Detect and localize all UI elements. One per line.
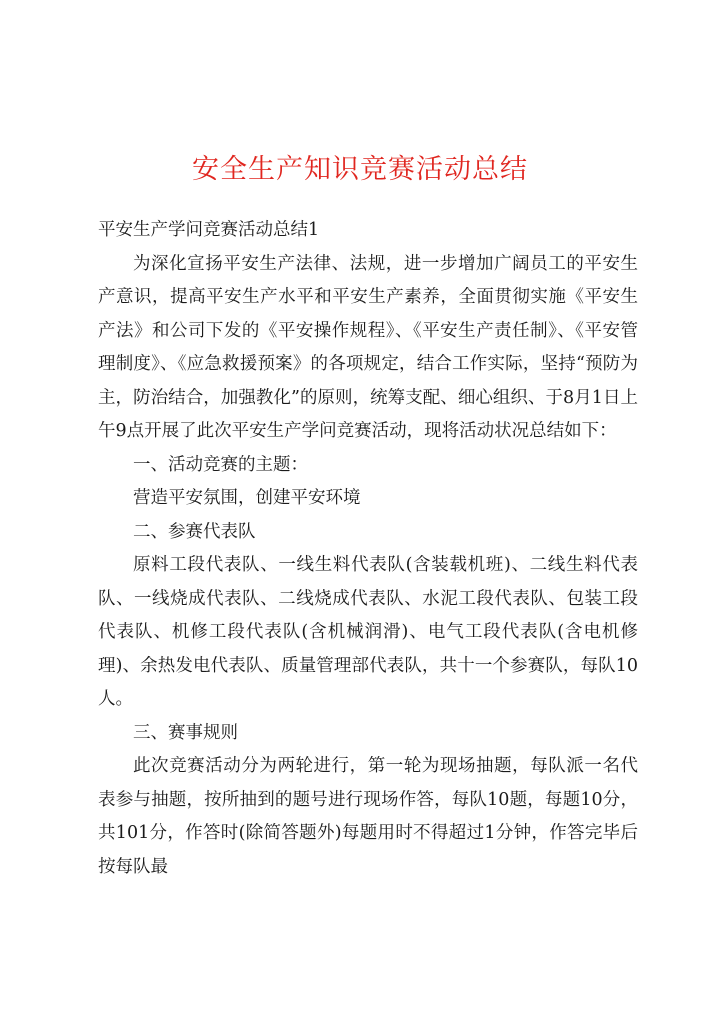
paragraph-teams: 原料工段代表队、一线生料代表队(含装载机班)、二线生料代表队、一线烧成代表队、二线烧成代表队、水泥工段代表队、包装工段代表队、机修工段代表队(含机械润滑)、电气工段代表队(含电机修理)、余热发电代表队、质量管理部代表队，共十一个参赛队，每队10人。 <box>98 555 638 709</box>
document-title: 安全生产知识竞赛活动总结 <box>192 154 528 185</box>
document-body <box>98 214 638 884</box>
section-heading: 平安生产学问竞赛活动总结1 <box>98 220 320 240</box>
heading-theme: 一、活动竞赛的主题： <box>133 454 308 475</box>
heading-teams: 二、参赛代表队 <box>133 521 256 542</box>
paragraph-rules: 此次竞赛活动分为两轮进行，第一轮为现场抽题，每队派一名代表参与抽题，按所抽到的题号进行现场作答，每队10题，每题10分，共101分，作答时(除简答题外)每题用时不得超过1分钟，作答完毕后按每队最 <box>98 756 638 877</box>
paragraph-theme: 营造平安氛围，创建平安环境 <box>133 488 361 508</box>
heading-rules: 三、赛事规则 <box>133 722 238 743</box>
paragraph-intro: 为深化宣扬平安生产法律、法规，进一步增加广阔员工的平安生产意识，提高平安生产水平和平安生产素养，全面贯彻实施《平安生产法》和公司下发的《平安操作规程》、《平安生产责任制》、《平安管理制度》、《应急救援预案》的各项规定，结合工作实际，坚持“预防为主，防治结合，加强教化”的原则，统筹支配、细心组织、于8月1日上午9点开展了此次平安生产学问竞赛活动，现将活动状况总结如下： <box>98 253 638 441</box>
